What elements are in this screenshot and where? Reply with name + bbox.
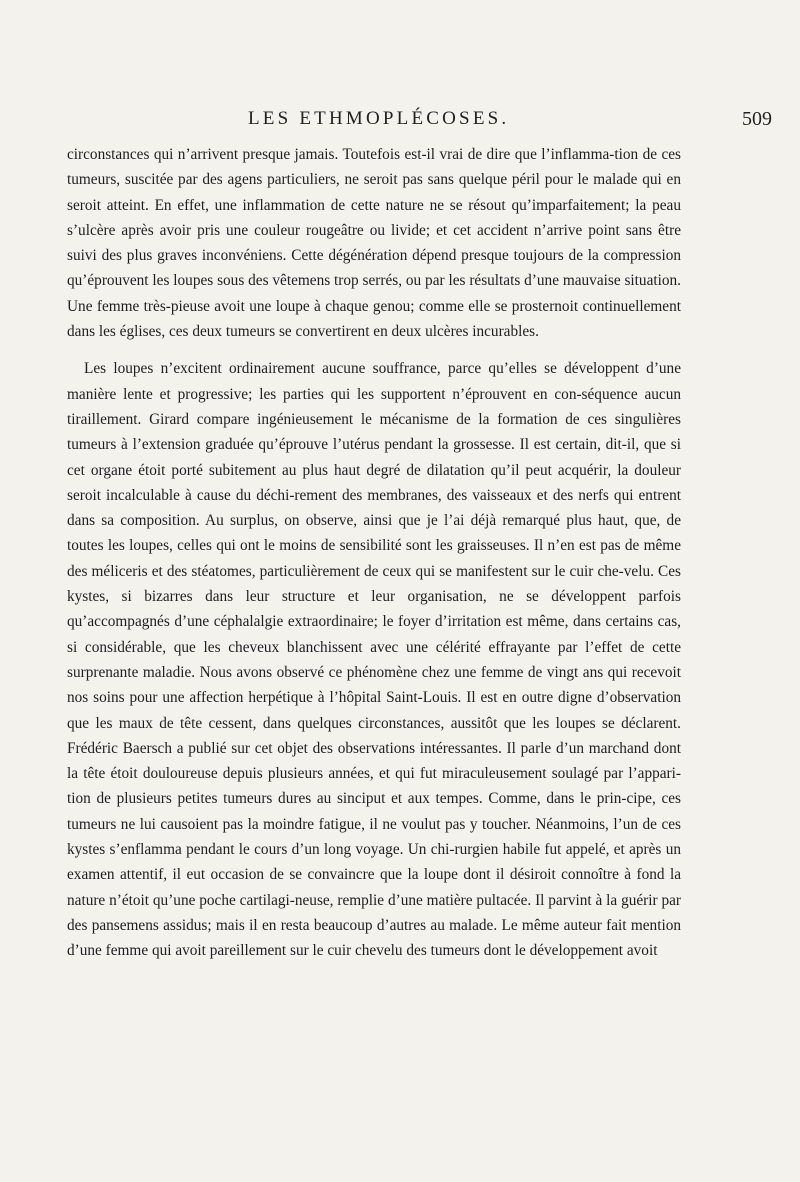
- body-text: [67, 142, 681, 964]
- page-number: 509: [742, 108, 772, 130]
- paragraph-1: circonstances qui n’arrivent presque jamais. Toutefois est-il vrai de dire que l’inflamma-tion de ces tumeurs, suscitée par des agens particuliers, ne seroit pas sans quelque péril pour le malade qui en seroit atteint. En effet, une inflammation de cette nature ne se résout qu’imparfaitement; la peau s’ulcère après avoir pris une couleur rougeâtre ou livide; et cet accident n’arrive point sans être suivi des plus graves inconvéniens. Cette dégénération dépend presque toujours de la compression qu’éprouvent les loupes sous des vêtemens trop serrés, ou par les résultats d’une mauvaise situation. Une femme très-pieuse avoit une loupe à chaque genou; comme elle se prosternoit continuellement dans les églises, ces deux tumeurs se convertirent en deux ulcères incurables.: [67, 146, 681, 341]
- running-title: LES ETHMOPLÉCOSES.: [248, 108, 510, 129]
- running-header: [148, 108, 772, 138]
- paragraph-2: Les loupes n’excitent ordinairement aucune souffrance, parce qu’elles se développent d’une manière lente et progressive; les parties qui les supportent n’éprouvent en con-séquence aucun tiraillement. Girard compare ingénieusement le mécanisme de la formation de ces singulières tumeurs à l’extension graduée qu’éprouve l’utérus pendant la grossesse. Il est certain, dit-il, que si cet organe étoit porté subitement au plus haut degré de dilatation qu’il peut acquérir, la douleur seroit incalculable à cause du déchi-rement des membranes, des vaisseaux et des nerfs qui entrent dans sa composition. Au surplus, on observe, ainsi que je l’ai déjà remarqué plus haut, que, de toutes les loupes, celles qui ont le moins de sensibilité sont les graisseuses. Il n’en est pas de même des méliceris et des stéatomes, particulièrement de ceux qui se manifestent sur le cuir che-velu. Ces kystes, si bizarres dans leur structure et leur organisation, ne se développent parfois qu’accompagnés d’une céphalalgie extraordinaire; le foyer d’irritation est même, dans certains cas, si considérable, que les cheveux blanchissent avec une célérité effrayante par l’effet de cette surprenante maladie. Nous avons observé ce phénomène chez une femme de vingt ans qui recevoit nos soins pour une affection herpétique à l’hôpital Saint-Louis. Il est en outre digne d’observation que les maux de tête cessent, dans quelques circonstances, aussitôt que les loupes se déclarent. Frédéric Baersch a publié sur cet objet des observations intéressantes. Il parle d’un marchand dont la tête étoit douloureuse depuis plusieurs années, et qui fut miraculeusement soulagé par l’appari-tion de plusieurs petites tumeurs dures au sinciput et aux tempes. Comme, dans le prin-cipe, ces tumeurs ne lui causoient pas la moindre fatigue, il ne voulut pas y toucher. Néanmoins, l’un de ces kystes s’enflamma pendant le cours d’un long voyage. Un chi-rurgien habile fut appelé, et après un examen attentif, il eut occasion de se convaincre que la loupe dont il désiroit connoître à fond la nature n’étoit qu’une poche cartilagi-neuse, remplie d’une matière pultacée. Il parvint à la guérir par des pansemens assidus; mais il en resta beaucoup d’autres au malade. Le même auteur fait mention d’une femme qui avoit pareillement sur le cuir chevelu des tumeurs dont le développement avoit: [67, 360, 681, 960]
